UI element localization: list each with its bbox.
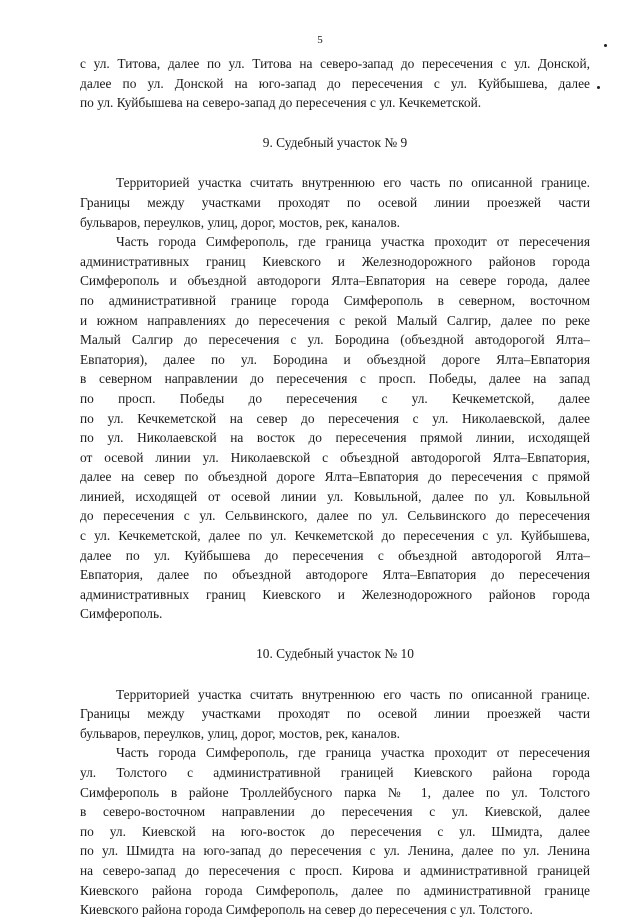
text-line: Границы между участками проходят по осевой линии проезжей части bbox=[80, 194, 590, 210]
text-line: Часть города Симферополь, где граница участка проходит от пересечения bbox=[116, 745, 590, 761]
text-line: с ул. Титова, далее по ул. Титова на северо-запад до пересечения с ул. Донской, bbox=[80, 56, 590, 71]
text-line: Симферополь и объездной автодороги Ялта–Евпатория на севере города, далее bbox=[80, 273, 590, 289]
text-line: далее по ул. Куйбышева до пересечения с объездной автодорогой Ялта– bbox=[80, 547, 590, 563]
text-line: по ул. Кечкеметской на север до пересечения с ул. Николаевской, далее bbox=[80, 410, 590, 426]
text-line: и южном направлениях до пересечения с рекой Малый Салгир, далее по реке bbox=[80, 312, 590, 328]
text-line: далее по ул. Донской на юго-запад до пересечения с ул. Куйбышева, далее bbox=[80, 75, 590, 91]
text-line: по ул. Николаевской на восток до пересечения прямой линии, исходящей bbox=[80, 430, 590, 446]
text-line: линией, исходящей от осевой линии ул. Ковыльной, далее по ул. Ковыльной bbox=[80, 488, 590, 504]
text-line: по административной границе города Симферополь в северном, восточном bbox=[80, 292, 590, 308]
text-line: Территорией участка считать внутреннюю его часть по описанной границе. bbox=[116, 686, 590, 702]
text-line: до пересечения с ул. Сельвинского, далее по ул. Сельвинского до пересечения bbox=[80, 508, 590, 524]
text-line: в северном направлении до пересечения с просп. Победы, далее на запад bbox=[80, 371, 590, 387]
text-line: Малый Салгир до пересечения с ул. Бородина (объездной автодорогой Ялта– bbox=[80, 332, 590, 348]
text-line: далее на север по объездной дороге Ялта–Евпатория до пересечения с прямой bbox=[80, 469, 590, 485]
document-body bbox=[80, 54, 590, 920]
section10-paragraph-1 bbox=[80, 685, 590, 744]
text-line: ул. Толстого с административной границей Киевского района города bbox=[80, 765, 590, 780]
text-line: Евпатория), далее по ул. Бородина и объездной дороге Ялта–Евпатория bbox=[80, 351, 590, 367]
text-line: Симферополь. bbox=[80, 606, 163, 622]
section-heading-10: 10. Судебный участок № 10 bbox=[256, 646, 414, 662]
text-line: Киевского района города Симферополь, далее по административной границе bbox=[80, 882, 590, 898]
text-line: по просп. Победы до пересечения с ул. Кечкеметской, далее bbox=[80, 390, 590, 406]
text-line: на северо-запад до пересечения с просп. Кирова и административной границей bbox=[80, 862, 590, 878]
text-line: бульваров, переулков, улиц, дорог, мостов, рек, каналов. bbox=[80, 214, 401, 230]
scan-speck bbox=[604, 44, 607, 47]
text-line: по ул. Киевской на юго-восток до пересечения с ул. Шмидта, далее bbox=[80, 823, 590, 839]
page-number: 5 bbox=[317, 34, 323, 46]
section-heading-9: 9. Судебный участок № 9 bbox=[262, 134, 408, 150]
text-line: по ул. Шмидта на юго-запад до пересечения с ул. Ленина, далее по ул. Ленина bbox=[80, 843, 590, 859]
text-line: Киевского района города Симферополь на север до пересечения с ул. Толстого. bbox=[80, 902, 533, 918]
text-line: Евпатория, далее по объездной автодороге Ялта–Евпатория до пересечения bbox=[80, 567, 590, 583]
top-paragraph bbox=[80, 54, 590, 113]
text-line: Территорией участка считать внутреннюю его часть по описанной границе. bbox=[116, 175, 590, 191]
text-line: административных границ Киевского и Железнодорожного районов города bbox=[80, 253, 590, 269]
text-line: в северо-восточном направлении до пересечения с ул. Киевской, далее bbox=[80, 804, 590, 820]
text-line: Границы между участками проходят по осевой линии проезжей части bbox=[80, 706, 590, 722]
text-line: Часть города Симферополь, где граница участка проходит от пересечения bbox=[116, 234, 590, 250]
text-line: административных границ Киевского и Железнодорожного районов города bbox=[80, 586, 590, 602]
section9-paragraph-2 bbox=[80, 232, 590, 624]
text-line: по ул. Куйбышева на северо-запад до пересечения с ул. Кечкеметской. bbox=[80, 95, 482, 111]
text-line: с ул. Кечкеметской, далее по ул. Кечкеметской до пересечения с ул. Куйбышева, bbox=[80, 528, 590, 544]
text-line: бульваров, переулков, улиц, дорог, мостов, рек, каналов. bbox=[80, 725, 401, 741]
text-line: от осевой линии ул. Николаевской с объездной автодорогой Ялта–Евпатория, bbox=[80, 449, 590, 465]
text-line: Симферополь в районе Троллейбусного парка № 1, далее по ул. Толстого bbox=[80, 784, 590, 800]
section9-paragraph-1 bbox=[80, 173, 590, 232]
section10-paragraph-2 bbox=[80, 743, 590, 919]
scan-speck bbox=[597, 86, 600, 89]
